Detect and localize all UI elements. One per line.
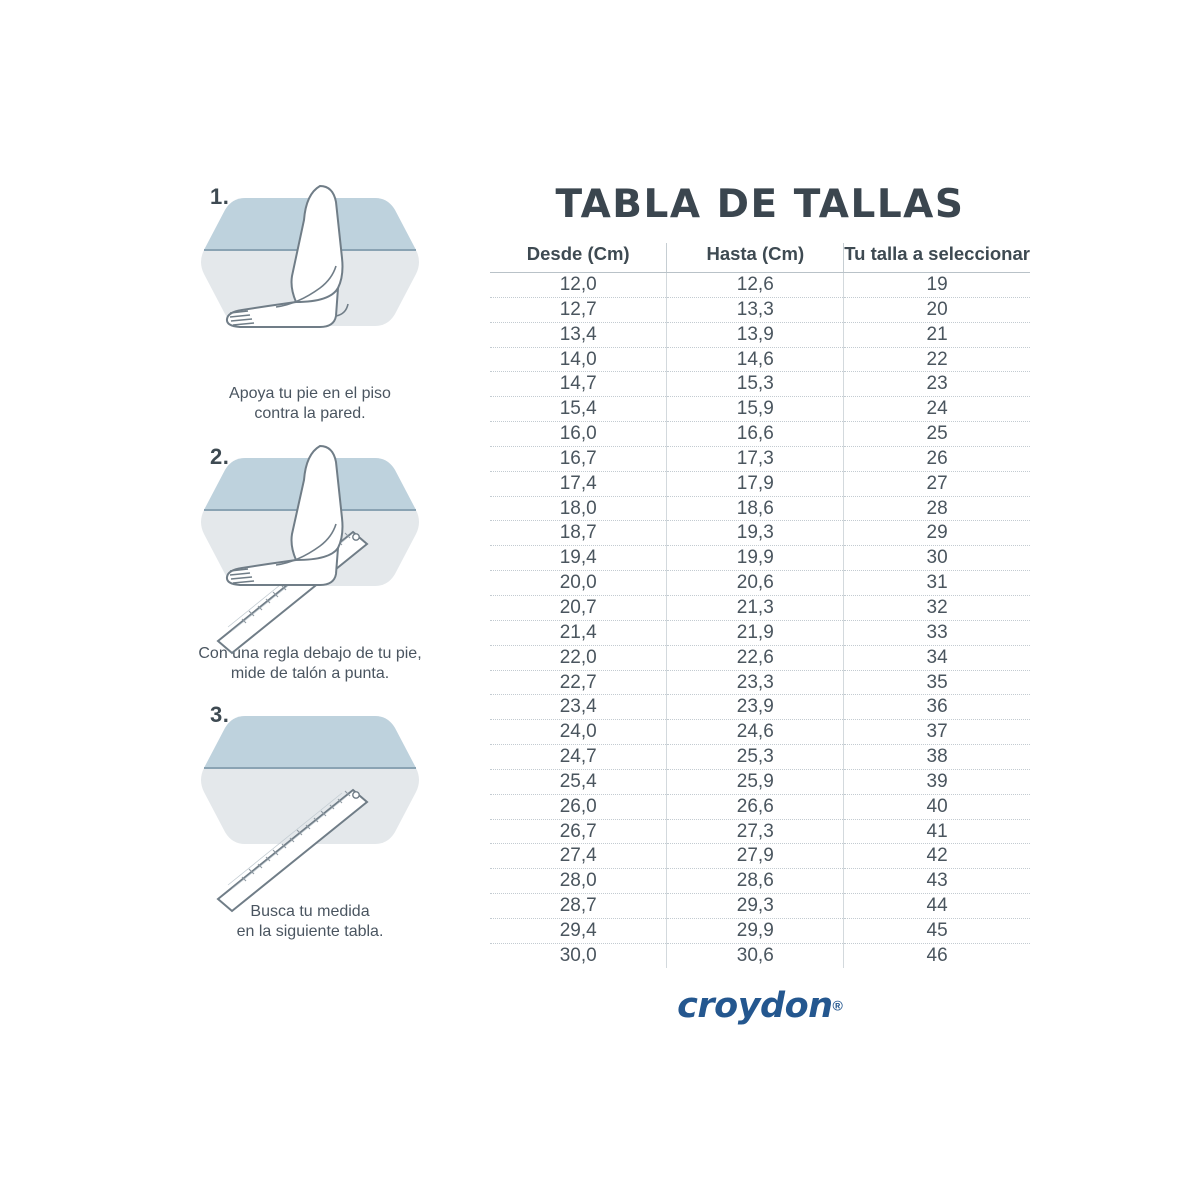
table-cell: 22,6: [667, 645, 844, 670]
table-cell: 27,9: [667, 844, 844, 869]
table-cell: 28: [844, 496, 1030, 521]
table-cell: 22: [844, 347, 1030, 372]
table-row: [490, 595, 1030, 620]
table-cell: 45: [844, 918, 1030, 943]
table-cell: 42: [844, 844, 1030, 869]
table-cell: 21,3: [667, 595, 844, 620]
table-row: [490, 894, 1030, 919]
table-row: [490, 745, 1030, 770]
table-cell: 23,4: [490, 695, 667, 720]
step-2: [170, 440, 450, 684]
step-1: [170, 180, 450, 424]
table-cell: 15,9: [667, 397, 844, 422]
table-row: [490, 670, 1030, 695]
table-cell: 27: [844, 471, 1030, 496]
table-row: [490, 347, 1030, 372]
table-cell: 20,0: [490, 571, 667, 596]
table-cell: 25,9: [667, 769, 844, 794]
table-cell: 14,7: [490, 372, 667, 397]
table-cell: 36: [844, 695, 1030, 720]
table-cell: 18,7: [490, 521, 667, 546]
step-2-caption-line1: Con una regla debajo de tu pie,: [198, 645, 422, 662]
table-cell: 19,4: [490, 546, 667, 571]
table-row: [490, 273, 1030, 298]
column-header-hasta: Hasta (Cm): [667, 243, 844, 273]
table-cell: 12,7: [490, 297, 667, 322]
table-cell: 16,7: [490, 446, 667, 471]
step-3-number: 3.: [210, 702, 230, 727]
step-1-illustration: [170, 180, 450, 380]
column-header-talla: Tu talla a seleccionar: [844, 243, 1030, 273]
table-cell: 14,0: [490, 347, 667, 372]
table-cell: 44: [844, 894, 1030, 919]
table-cell: 21: [844, 322, 1030, 347]
table-cell: 41: [844, 819, 1030, 844]
table-cell: 13,9: [667, 322, 844, 347]
steps-column: [170, 180, 450, 950]
table-row: [490, 397, 1030, 422]
table-cell: 32: [844, 595, 1030, 620]
table-cell: 26: [844, 446, 1030, 471]
table-cell: 34: [844, 645, 1030, 670]
table-row: [490, 695, 1030, 720]
table-cell: 18,6: [667, 496, 844, 521]
table-cell: 28,7: [490, 894, 667, 919]
table-row: [490, 571, 1030, 596]
table-cell: 15,4: [490, 397, 667, 422]
table-row: [490, 620, 1030, 645]
table-cell: 33: [844, 620, 1030, 645]
table-cell: 25: [844, 422, 1030, 447]
table-cell: 18,0: [490, 496, 667, 521]
table-row: [490, 720, 1030, 745]
step-1-caption: [170, 384, 450, 424]
table-cell: 16,0: [490, 422, 667, 447]
step-2-number: 2.: [210, 444, 230, 469]
table-cell: 35: [844, 670, 1030, 695]
table-cell: 22,0: [490, 645, 667, 670]
step-3-illustration: [170, 698, 450, 898]
table-cell: 21,9: [667, 620, 844, 645]
step-3-caption-line2: en la siguiente tabla.: [236, 923, 384, 940]
table-cell: 25,3: [667, 745, 844, 770]
table-header-row: [490, 243, 1030, 273]
table-cell: 43: [844, 869, 1030, 894]
table-cell: 20,6: [667, 571, 844, 596]
table-cell: 19,3: [667, 521, 844, 546]
table-cell: 37: [844, 720, 1030, 745]
table-row: [490, 372, 1030, 397]
table-cell: 24: [844, 397, 1030, 422]
table-cell: 12,6: [667, 273, 844, 298]
table-cell: 23,3: [667, 670, 844, 695]
table-cell: 28,0: [490, 869, 667, 894]
table-row: [490, 844, 1030, 869]
table-cell: 22,7: [490, 670, 667, 695]
table-cell: 17,9: [667, 471, 844, 496]
table-cell: 46: [844, 943, 1030, 967]
table-row: [490, 645, 1030, 670]
step-3: [170, 698, 450, 942]
table-row: [490, 943, 1030, 967]
table-cell: 25,4: [490, 769, 667, 794]
table-cell: 28,6: [667, 869, 844, 894]
step-1-number: 1.: [210, 184, 230, 209]
table-row: [490, 446, 1030, 471]
table-row: [490, 869, 1030, 894]
table-cell: 19,9: [667, 546, 844, 571]
table-cell: 24,7: [490, 745, 667, 770]
table-cell: 29: [844, 521, 1030, 546]
table-cell: 23: [844, 372, 1030, 397]
step-3-caption-line1: Busca tu medida: [250, 903, 370, 920]
size-table-area: [490, 182, 1030, 1026]
table-row: [490, 297, 1030, 322]
table-cell: 30: [844, 546, 1030, 571]
table-row: [490, 819, 1030, 844]
table-cell: 38: [844, 745, 1030, 770]
table-cell: 26,6: [667, 794, 844, 819]
table-cell: 39: [844, 769, 1030, 794]
size-table-body: [490, 273, 1030, 968]
table-cell: 40: [844, 794, 1030, 819]
table-cell: 29,3: [667, 894, 844, 919]
step-1-caption-line2: contra la pared.: [254, 405, 366, 422]
step-3-wall: [204, 716, 416, 768]
table-cell: 20,7: [490, 595, 667, 620]
table-cell: 15,3: [667, 372, 844, 397]
table-cell: 27,4: [490, 844, 667, 869]
page-title: TABLA DE TALLAS: [555, 182, 965, 227]
table-row: [490, 322, 1030, 347]
step-2-caption-line2: mide de talón a punta.: [230, 665, 390, 682]
brand-name: croydon: [677, 985, 833, 1026]
size-table: [490, 243, 1030, 968]
table-cell: 19: [844, 273, 1030, 298]
table-row: [490, 422, 1030, 447]
table-cell: 20: [844, 297, 1030, 322]
size-table-head: [490, 243, 1030, 273]
table-row: [490, 918, 1030, 943]
table-row: [490, 471, 1030, 496]
table-cell: 31: [844, 571, 1030, 596]
table-row: [490, 496, 1030, 521]
table-cell: 30,0: [559, 944, 597, 966]
table-cell: 13,3: [667, 297, 844, 322]
table-cell: 12,0: [490, 273, 667, 298]
table-cell: 29,4: [490, 918, 667, 943]
table-cell: 24,0: [490, 720, 667, 745]
table-row: [490, 794, 1030, 819]
table-cell: 17,4: [490, 471, 667, 496]
table-cell: 30,6: [667, 943, 844, 967]
step-2-illustration: [170, 440, 450, 640]
brand-logo: [490, 986, 1030, 1026]
table-row: [490, 521, 1030, 546]
table-row: [490, 546, 1030, 571]
table-cell: 29,9: [667, 918, 844, 943]
table-cell: 26,0: [490, 794, 667, 819]
table-cell: 14,6: [667, 347, 844, 372]
table-cell: 26,7: [490, 819, 667, 844]
step-1-caption-line1: Apoya tu pie en el piso: [229, 385, 391, 402]
table-cell: 16,6: [667, 422, 844, 447]
table-cell: 24,6: [667, 720, 844, 745]
table-cell: 17,3: [667, 446, 844, 471]
table-cell: 27,3: [667, 819, 844, 844]
table-cell: 21,4: [490, 620, 667, 645]
table-cell: 13,4: [490, 322, 667, 347]
column-header-desde: Desde (Cm): [490, 243, 667, 273]
brand-registered-mark: ®: [832, 997, 843, 1014]
table-cell: 23,9: [667, 695, 844, 720]
table-row: [490, 769, 1030, 794]
